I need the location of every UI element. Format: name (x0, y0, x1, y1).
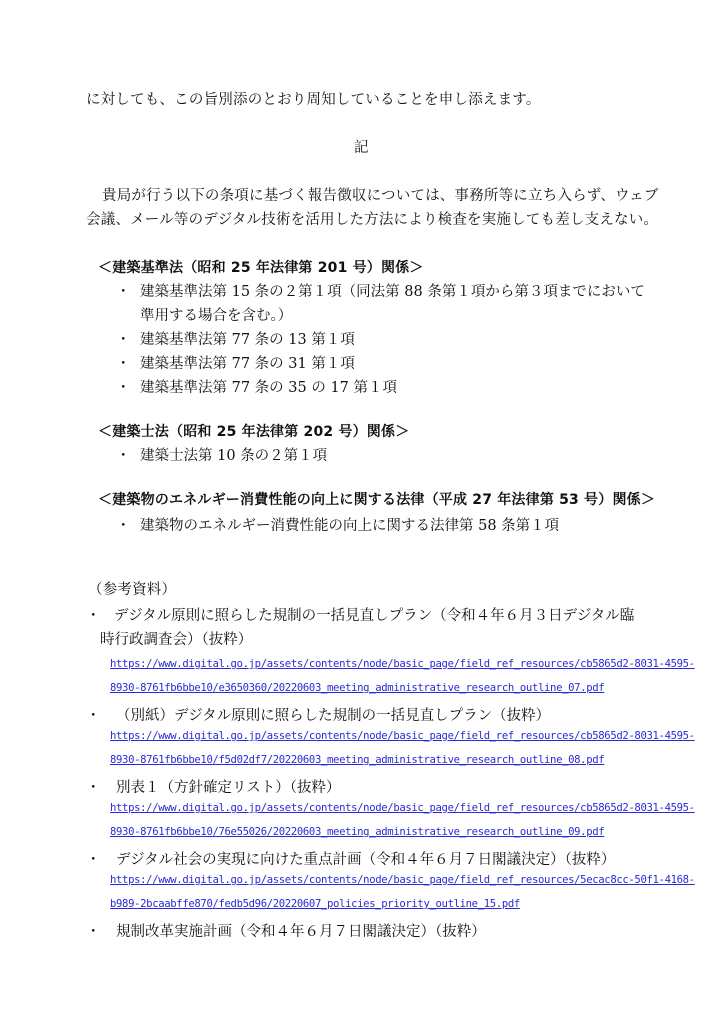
list-item: 建築基準法第 15 条の２第１項（同法第 88 条第１項から第３項までにおいて (140, 284, 645, 300)
bullet-icon: ・ (116, 356, 131, 372)
reference-link[interactable]: https://www.digital.go.jp/assets/contents/node/basic_page/field_ref_resources/cb5865d2-8031-4595- (110, 802, 695, 814)
reference-link[interactable]: 8930-8761fb6bbe10/e3650360/20220603_meeting_administrative_research_outline_07.pdf (110, 682, 605, 694)
list-item-continuation: 準用する場合を含む。） (140, 308, 293, 324)
bullet-icon: ・ (86, 708, 101, 724)
section-heading-architect-act: ＜建築士法（昭和 25 年法律第 202 号）関係＞ (98, 424, 410, 440)
reference-link[interactable]: https://www.digital.go.jp/assets/contents/node/basic_page/field_ref_resources/cb5865d2-8031-4595- (110, 730, 695, 742)
list-item: 建築基準法第 77 条の 13 第１項 (140, 332, 355, 348)
bullet-icon: ・ (86, 780, 101, 796)
reference-title: 規制改革実施計画（令和４年６月７日閣議決定）（抜粋） (116, 924, 486, 940)
reference-link[interactable]: b989-2bcaabffe870/fedb5d96/20220607_policies_priority_outline_15.pdf (110, 898, 520, 910)
bullet-icon: ・ (86, 924, 101, 940)
list-item: 建築基準法第 77 条の 31 第１項 (140, 356, 355, 372)
reference-title: デジタル原則に照らした規制の一括見直しプラン（令和４年６月３日デジタル臨 (114, 608, 635, 624)
section-heading-energy-efficiency-act: ＜建築物のエネルギー消費性能の向上に関する法律（平成 27 年法律第 53 号）関係＞ (98, 492, 656, 508)
list-item: 建築基準法第 77 条の 35 の 17 第１項 (140, 380, 398, 396)
bullet-icon: ・ (86, 852, 101, 868)
references-heading: （参考資料） (88, 582, 177, 598)
reference-link[interactable]: https://www.digital.go.jp/assets/contents/node/basic_page/field_ref_resources/5ecac8cc-50f1-4168- (110, 874, 695, 886)
reference-link[interactable]: 8930-8761fb6bbe10/f5d02df7/20220603_meeting_administrative_research_outline_08.pdf (110, 754, 605, 766)
bullet-icon: ・ (116, 518, 131, 534)
section-heading-building-standards-act: ＜建築基準法（昭和 25 年法律第 201 号）関係＞ (98, 260, 424, 276)
bullet-icon: ・ (116, 332, 131, 348)
reference-title: 別表１（方針確定リスト）（抜粋） (116, 780, 341, 796)
reference-title: （別紙）デジタル原則に照らした規制の一括見直しプラン（抜粋） (116, 708, 551, 724)
body-text-line-1: 貴局が行う以下の条項に基づく報告徴収については、事務所等に立ち入らず、ウェブ (102, 188, 659, 204)
body-text-line-2: 会議、メール等のデジタル技術を活用した方法により検査を実施しても差し支えない。 (86, 212, 659, 228)
reference-title: デジタル社会の実現に向けた重点計画（令和４年６月７日閣議決定）（抜粋） (116, 852, 616, 868)
bullet-icon: ・ (116, 284, 131, 300)
bullet-icon: ・ (86, 608, 101, 624)
bullet-icon: ・ (116, 380, 131, 396)
reference-link[interactable]: 8930-8761fb6bbe10/76e55026/20220603_meeting_administrative_research_outline_09.pdf (110, 826, 605, 838)
intro-text: に対しても、この旨別添のとおり周知していることを申し添えます。 (86, 92, 541, 108)
ki-heading: 記 (354, 140, 369, 156)
reference-link[interactable]: https://www.digital.go.jp/assets/contents/node/basic_page/field_ref_resources/cb5865d2-8031-4595- (110, 658, 695, 670)
reference-title-continuation: 時行政調査会）（抜粋） (100, 632, 253, 648)
list-item: 建築士法第 10 条の２第１項 (140, 448, 328, 464)
list-item: 建築物のエネルギー消費性能の向上に関する法律第 58 条第１項 (140, 518, 560, 534)
bullet-icon: ・ (116, 448, 131, 464)
